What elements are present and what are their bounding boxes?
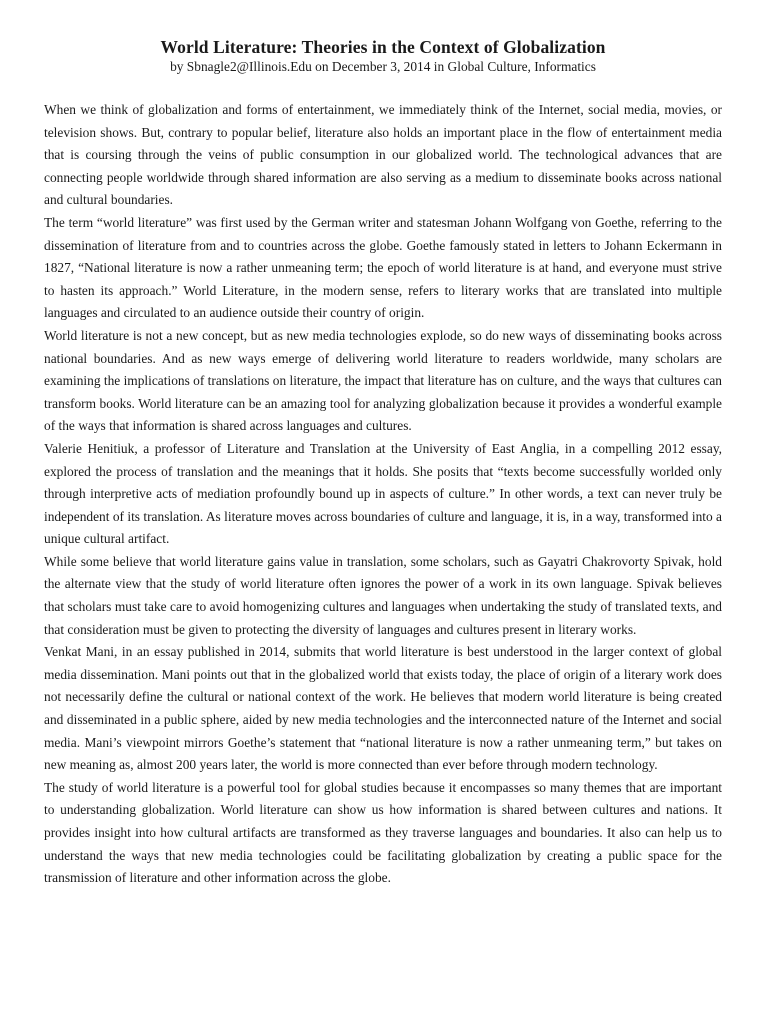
paragraph-mani: Venkat Mani, in an essay published in 2014, submits that world literature is best understood in the larger context of global media dissemination. Mani points out that in the globalized world that exists today, the place of origin of a literary work does not necessarily define the cultural or national context of the work. He believes that modern world literature is being created and disseminated in a public sphere, aided by new media technologies and the interconnected nature of the Internet and social media. Mani’s viewpoint mirrors Goethe’s statement that “national literature is now a rather unmeaning term,” but takes on new meaning as, almost 200 years later, the world is more connected than ever before through modern technology. [44,644,722,773]
paragraph-spivak: While some believe that world literature gains value in translation, some scholars, such as Gayatri Chakrovorty Spivak, hold the alternate view that the study of world literature often ignores the power of a work in its own language. Spivak believes that scholars must take care to avoid homogenizing cultures and languages when undertaking the study of translated texts, and that consideration must be given to protecting the diversity of languages and cultures present in literary works. [44,553,722,637]
paragraph-conclusion: The study of world literature is a powerful tool for global studies because it encompasses so many themes that are important to understanding globalization. World literature can show us how information is shared between cultures and nations. It provides insight into how cultural artifacts are transformed as they traverse languages and boundaries. It also can help us to understand the ways that new media technologies could be facilitating globalization by creating a public space for the transmission of literature and other information across the globe. [44,779,722,886]
document-byline: by Sbnagle2@Illinois.Edu on December 3, 2014 in Global Culture, Informatics [170,59,596,74]
paragraph-intro: When we think of globalization and forms of entertainment, we immediately think of the Internet, social media, movies, or television shows. But, contrary to popular belief, literature also holds an important place in the flow of entertainment media that is coursing through the veins of public consumption in our globalized world. The technological advances that are connecting people worldwide through shared information are also serving as a medium to disseminate books across national and cultural boundaries. [44,102,722,208]
paragraph-new-concept: World literature is not a new concept, but as new media technologies explode, so do new ways of disseminating books across national boundaries. And as new ways emerge of delivering world literature to readers worldwide, many scholars are examining the implications of translations on literature, the impact that literature has on culture, and the ways that cultures can transform books. World literature can be an amazing tool for analyzing globalization because it provides a wonderful example of the ways that information is shared across languages and cultures. [44,327,722,434]
paragraph-henitiuk: Valerie Henitiuk, a professor of Literature and Translation at the University of East Anglia, in a compelling 2012 essay, explored the process of translation and the meanings that it holds. She posits that “texts become successfully worlded only through interpretive acts of mediation profoundly bound up in aspects of culture.” In other words, a text can never truly be independent of its translation. As literature moves across boundaries of culture and language, it is, in a way, transformed into a unique cultural artifact. [44,440,722,547]
document-title: World Literature: Theories in the Context of Globalization [160,37,606,57]
document-body [44,99,722,890]
document-page [44,36,722,890]
paragraph-goethe: The term “world literature” was first used by the German writer and statesman Johann Wolfgang von Goethe, referring to the dissemination of literature from and to countries across the globe. Goethe famously stated in letters to Johann Eckermann in 1827, “National literature is now a rather unmeaning term; the epoch of world literature is at hand, and everyone must strive to hasten its approach.” World Literature, in the modern sense, refers to literary works that are translated into multiple languages and circulated to an audience outside their country of origin. [44,214,722,321]
